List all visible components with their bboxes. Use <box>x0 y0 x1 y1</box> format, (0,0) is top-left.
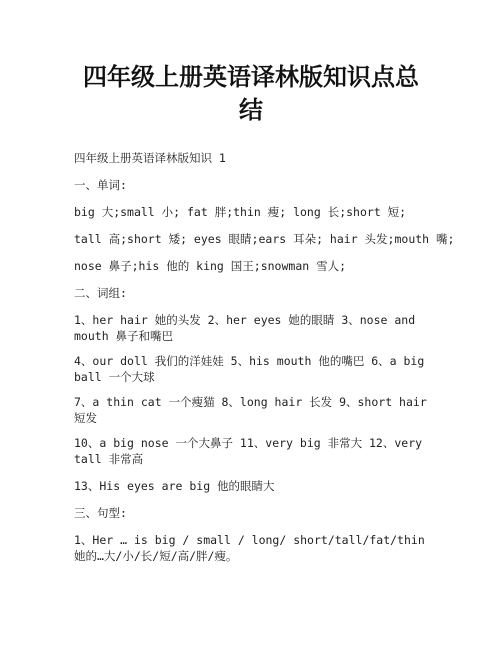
sentence-line: 1、Her … is big / small / long/ short/tall/fat/thin <box>74 533 425 547</box>
section-heading-phrases: 二、词组: <box>74 286 127 300</box>
title-line-1: 四年级上册英语译林版知识点总 <box>83 62 419 91</box>
doc-heading: 四年级上册英语译林版知识 1 <box>74 151 226 165</box>
sentence-line: 她的…大/小/长/短/高/胖/瘦。 <box>74 549 238 563</box>
phrase-line: 短发 <box>74 411 97 425</box>
section-heading-sentences: 三、句型: <box>74 506 127 520</box>
phrase-line: ball 一个大球 <box>74 370 155 384</box>
vocab-line: nose 鼻子;his 他的 king 国王;snowman 雪人; <box>74 259 347 273</box>
phrase-line: 1、her hair 她的头发 2、her eyes 她的眼睛 3、nose and <box>74 313 416 327</box>
vocab-line: big 大;small 小; fat 胖;thin 瘦; long 长;short 短; <box>74 205 407 219</box>
phrase-line: mouth 鼻子和嘴巴 <box>74 329 174 343</box>
title-line-2: 结 <box>239 95 263 124</box>
phrase-line: 7、a thin cat 一个瘦猫 8、long hair 长发 9、short hair <box>74 395 427 409</box>
phrase-line: 10、a big nose 一个大鼻子 11、very big 非常大 12、very <box>74 436 423 450</box>
phrase-line: 13、His eyes are big 他的眼睛大 <box>74 479 275 493</box>
vocab-line: tall 高;short 矮; eyes 眼睛;ears 耳朵; hair 头发;mouth 嘴; <box>74 232 455 246</box>
document-title <box>40 60 462 126</box>
phrase-line: tall 非常高 <box>74 452 144 466</box>
section-heading-words: 一、单词: <box>74 178 127 192</box>
phrase-line: 4、our doll 我们的洋娃娃 5、his mouth 他的嘴巴 6、a big <box>74 354 425 368</box>
